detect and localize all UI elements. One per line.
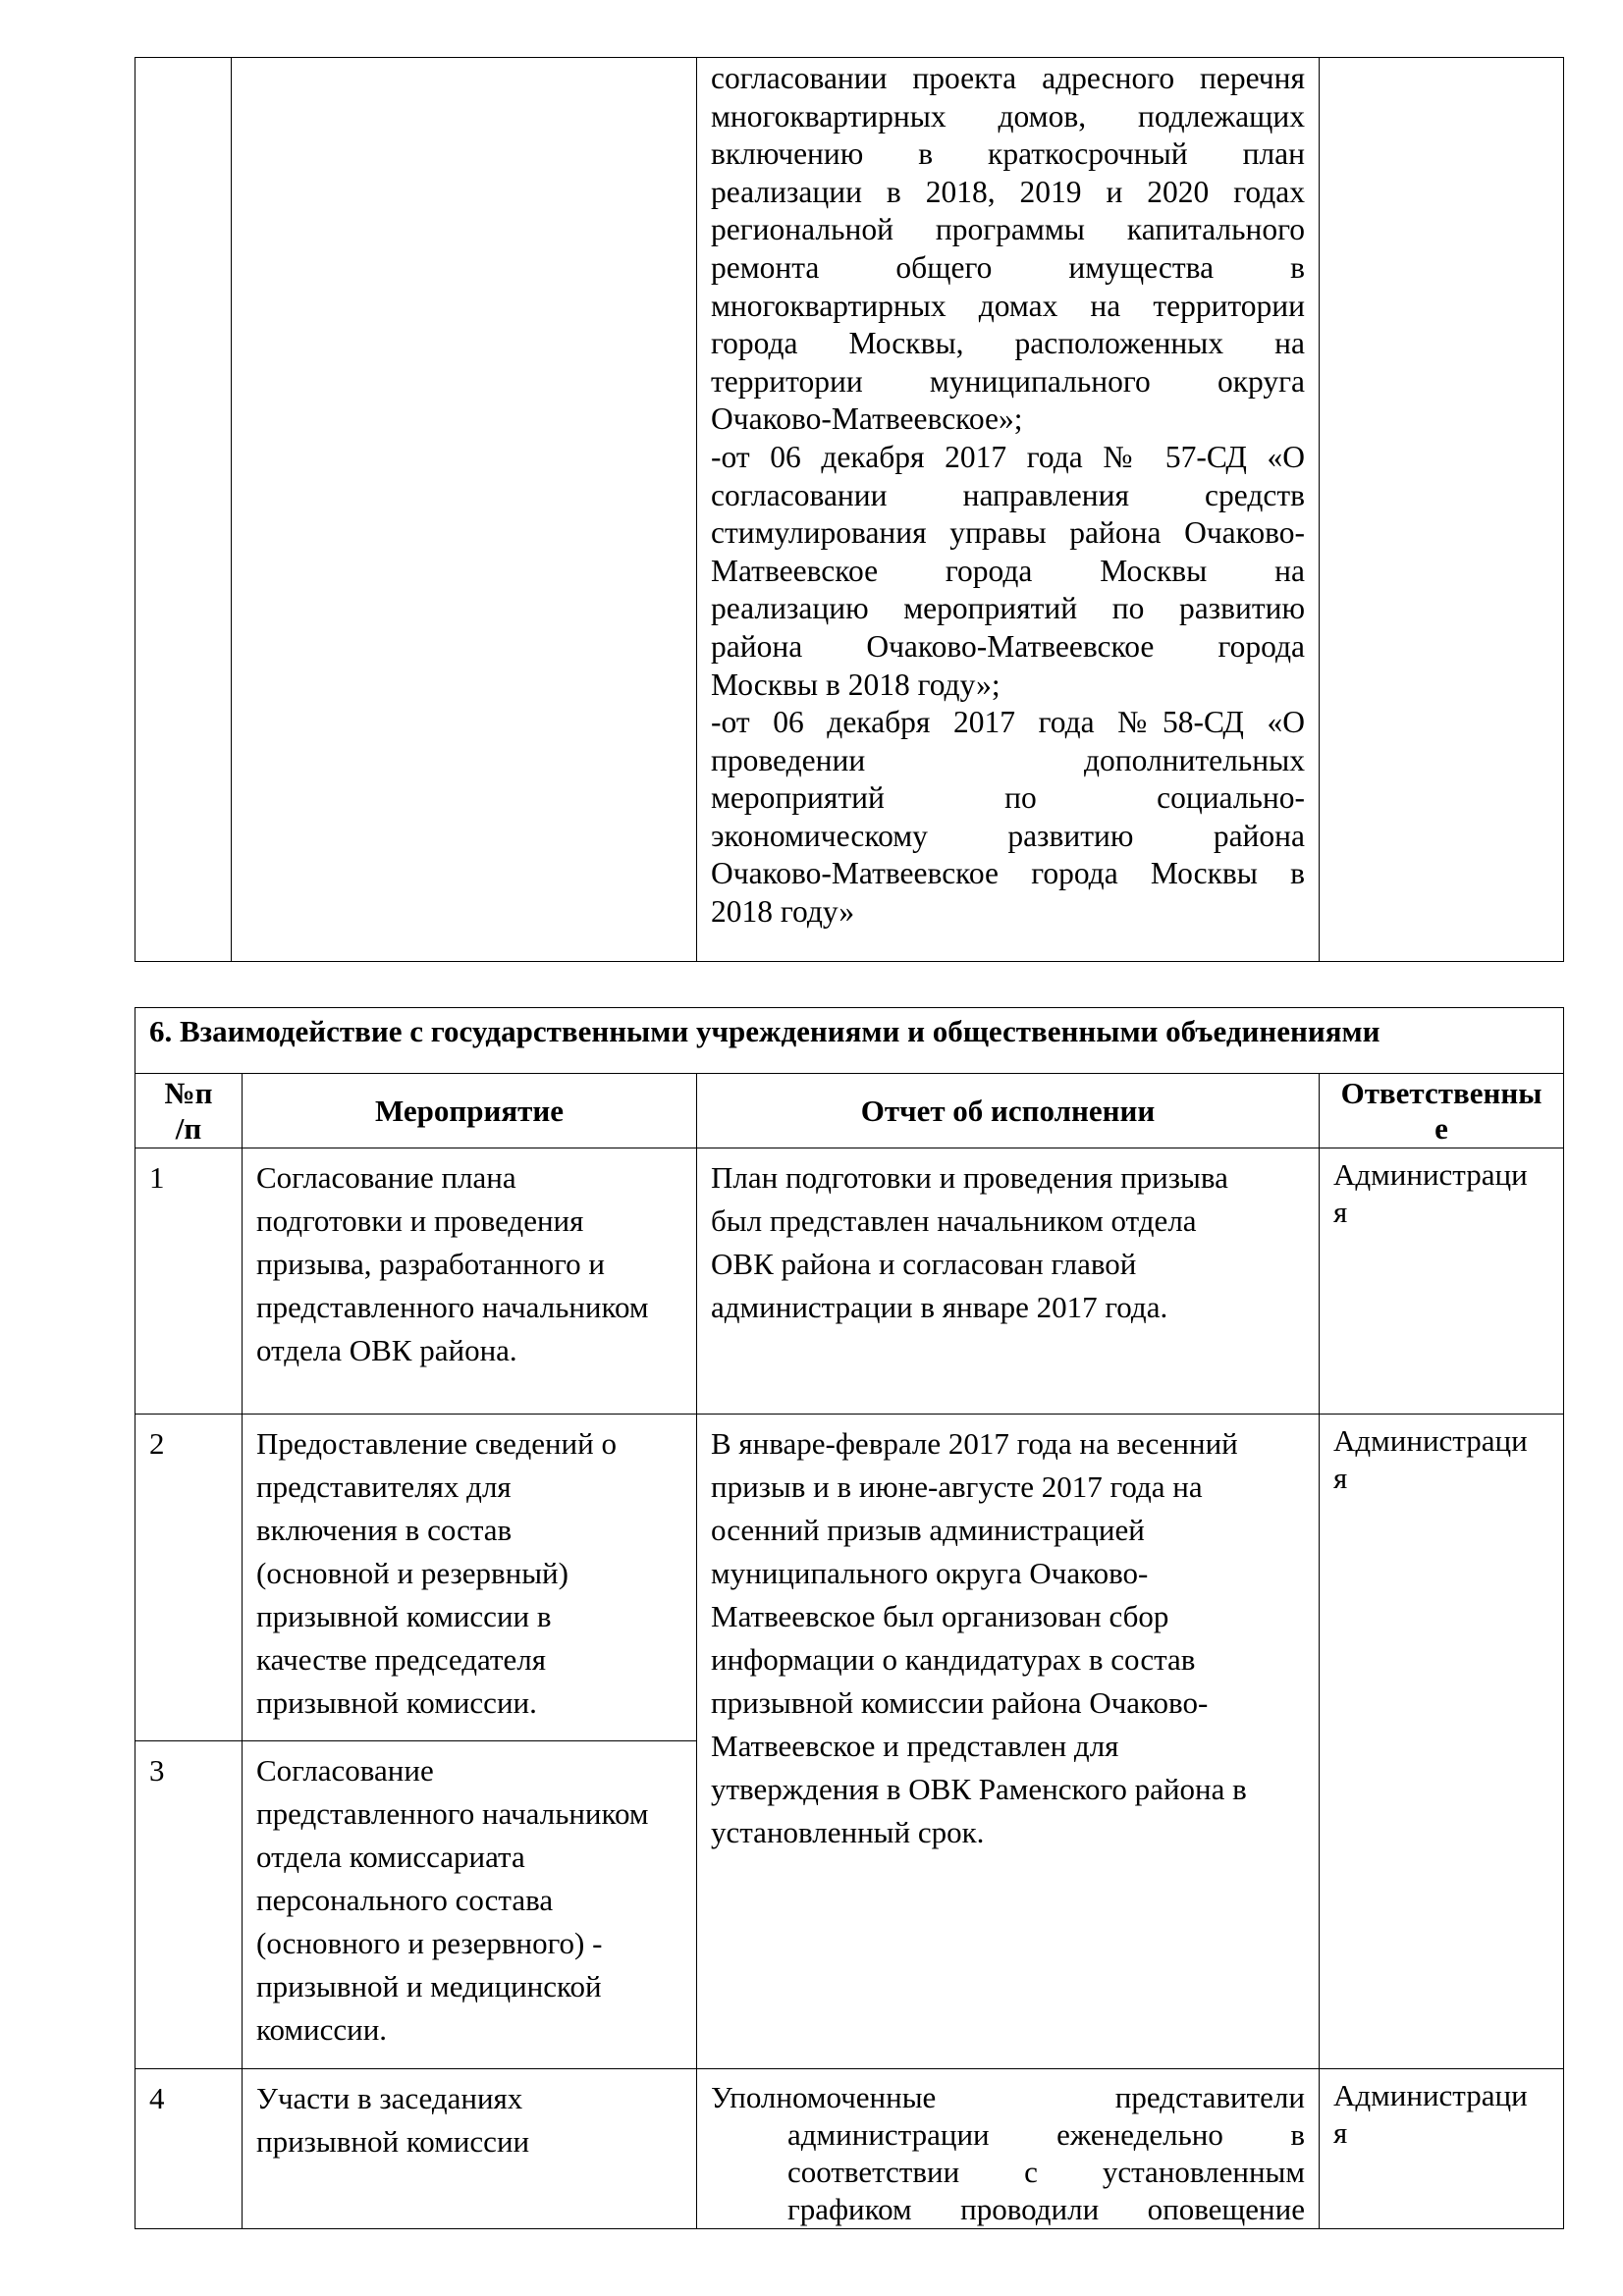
responsible-cell bbox=[1320, 2069, 1564, 2229]
text-line: ремонта общего имущества в bbox=[711, 249, 1305, 285]
header-event: Мероприятие bbox=[243, 1074, 697, 1148]
text-line: установленный срок. bbox=[711, 1815, 985, 1849]
report-cell bbox=[697, 2069, 1320, 2229]
text-line: Администраци bbox=[1333, 1423, 1528, 1458]
row-number: 4 bbox=[135, 2069, 243, 2229]
event-cell bbox=[243, 1148, 697, 1415]
text-line: я bbox=[1333, 1461, 1348, 1495]
header-responsible bbox=[1320, 1074, 1564, 1148]
text-line: города Москвы, расположенных на bbox=[711, 326, 1305, 361]
row-number: 2 bbox=[135, 1415, 243, 1741]
text-line: -от 06 декабря 2017 года №58-СД «О bbox=[711, 705, 1305, 740]
report-paragraph-3 bbox=[711, 704, 1305, 932]
text-line: я bbox=[1333, 1195, 1348, 1229]
text-line: -от 06 декабря 2017 года № 57-СД «О bbox=[711, 439, 1305, 474]
table-row bbox=[135, 2069, 1564, 2229]
event-cell bbox=[243, 1741, 697, 2069]
text-line: призывной комиссии bbox=[256, 2124, 530, 2159]
text-line: многоквартирных домов, подлежащих bbox=[711, 98, 1305, 133]
text-line: комиссии. bbox=[256, 2012, 388, 2047]
continuation-table bbox=[135, 57, 1564, 962]
text-line: представителях для bbox=[256, 1469, 512, 1504]
text-line: Согласование bbox=[256, 1753, 434, 1788]
text-line: призыва, разработанного и bbox=[256, 1247, 606, 1281]
text-line: призывной комиссии в bbox=[256, 1599, 552, 1633]
text-line: включению в краткосрочный план bbox=[711, 136, 1305, 172]
report-paragraph-2 bbox=[711, 439, 1305, 704]
header-row bbox=[135, 1074, 1564, 1148]
section-title-row bbox=[135, 1008, 1564, 1074]
text-line: реализацию мероприятий по развитию bbox=[711, 591, 1305, 626]
report-cell bbox=[697, 1415, 1320, 2069]
text-line: качестве председателя bbox=[256, 1642, 546, 1677]
text-line: (основного и резервного) - bbox=[256, 1926, 603, 1960]
text-line: Администраци bbox=[1333, 1157, 1528, 1192]
text-line: 2018 году» bbox=[711, 894, 855, 930]
text-line: администрации еженедельно в bbox=[787, 2117, 1305, 2152]
text-line: подготовки и проведения bbox=[256, 1203, 584, 1238]
text-line: территории муниципального округа bbox=[711, 363, 1305, 399]
text-line: реализации в 2018, 2019 и 2020 годах bbox=[711, 174, 1305, 209]
header-report: Отчет об исполнении bbox=[697, 1074, 1320, 1148]
row-number: 3 bbox=[135, 1741, 243, 2069]
section-title: 6. Взаимодействие с государственными учреждениями и общественными объединениями bbox=[135, 1008, 1564, 1074]
text-line: Матвеевское и представлен для bbox=[711, 1729, 1119, 1763]
text-line: персонального состава bbox=[256, 1883, 554, 1917]
text-line: муниципального округа Очаково- bbox=[711, 1556, 1149, 1590]
text-line: призывной комиссии района Очаково- bbox=[711, 1685, 1209, 1720]
text-line: стимулирования управы района Очаково- bbox=[711, 515, 1305, 551]
responsible-cell bbox=[1320, 58, 1564, 962]
header-responsible-line: е bbox=[1434, 1110, 1448, 1146]
text-line: представленного начальником bbox=[256, 1796, 649, 1831]
text-line: включения в состав bbox=[256, 1513, 513, 1547]
text-line: я bbox=[1333, 2115, 1348, 2150]
num-cell bbox=[135, 58, 232, 962]
text-line: осенний призыв администрацией bbox=[711, 1513, 1145, 1547]
text-line: призывной и медицинской bbox=[256, 1969, 602, 2003]
text-line: Москвы в 2018 году»; bbox=[711, 667, 1001, 702]
event-cell bbox=[243, 1415, 697, 1741]
text-line: призыв и в июне-августе 2017 года на bbox=[711, 1469, 1203, 1504]
event-cell bbox=[243, 2069, 697, 2229]
text-line: ОВК района и согласован главой bbox=[711, 1247, 1137, 1281]
text-line: согласовании направления средств bbox=[711, 477, 1305, 512]
text-line: Предоставление сведений о bbox=[256, 1426, 617, 1461]
text-line: утверждения в ОВК Раменского района в bbox=[711, 1772, 1247, 1806]
header-num-line: №п bbox=[164, 1075, 213, 1110]
text-line: Матвеевское города Москвы на bbox=[711, 553, 1305, 588]
report-cell bbox=[697, 1148, 1320, 1415]
text-line: Уполномоченные представители bbox=[711, 2080, 1305, 2114]
text-line: соответствии с установленным bbox=[787, 2155, 1305, 2189]
text-line: проведении дополнительных bbox=[711, 742, 1305, 777]
table-row bbox=[135, 1148, 1564, 1415]
event-cell bbox=[232, 58, 697, 962]
text-line: многоквартирных домах на территории bbox=[711, 288, 1305, 323]
text-line: региональной программы капитального bbox=[711, 212, 1305, 247]
section-6-table bbox=[135, 1007, 1564, 2229]
text-line: Очаково-Матвеевское города Москвы в bbox=[711, 856, 1305, 891]
text-line: графиком проводили оповещение bbox=[787, 2192, 1305, 2226]
text-line: представленного начальником bbox=[256, 1290, 649, 1324]
header-num-line: /п bbox=[175, 1110, 202, 1146]
text-line: Очаково-Матвеевское»; bbox=[711, 401, 1023, 437]
header-responsible-line: Ответственны bbox=[1340, 1075, 1542, 1110]
text-line: отдела ОВК района. bbox=[256, 1333, 517, 1367]
text-line: администрации в январе 2017 года. bbox=[711, 1290, 1168, 1324]
header-num bbox=[135, 1074, 243, 1148]
responsible-cell bbox=[1320, 1415, 1564, 2069]
text-line: В январе-феврале 2017 года на весенний bbox=[711, 1426, 1238, 1461]
text-line: мероприятий по социально- bbox=[711, 780, 1305, 816]
text-line: План подготовки и проведения призыва bbox=[711, 1160, 1228, 1195]
text-line: отдела комиссариата bbox=[256, 1840, 525, 1874]
responsible-cell bbox=[1320, 1148, 1564, 1415]
report-paragraph-1 bbox=[711, 60, 1305, 439]
text-line: Матвеевское был организован сбор bbox=[711, 1599, 1169, 1633]
text-line: экономическому развитию района bbox=[711, 818, 1305, 853]
text-line: был представлен начальником отдела bbox=[711, 1203, 1197, 1238]
text-line: согласовании проекта адресного перечня bbox=[711, 61, 1305, 95]
text-line: призывной комиссии. bbox=[256, 1685, 537, 1720]
row-number: 1 bbox=[135, 1148, 243, 1415]
text-line: (основной и резервный) bbox=[256, 1556, 568, 1590]
report-cell bbox=[697, 58, 1320, 962]
text-line: Администраци bbox=[1333, 2078, 1528, 2112]
table-row bbox=[135, 58, 1564, 962]
table-row bbox=[135, 1415, 1564, 1741]
text-line: Участи в заседаниях bbox=[256, 2081, 523, 2115]
text-line: района Очаково-Матвеевское города bbox=[711, 628, 1305, 664]
text-line: информации о кандидатурах в состав bbox=[711, 1642, 1196, 1677]
text-line: Согласование плана bbox=[256, 1160, 516, 1195]
